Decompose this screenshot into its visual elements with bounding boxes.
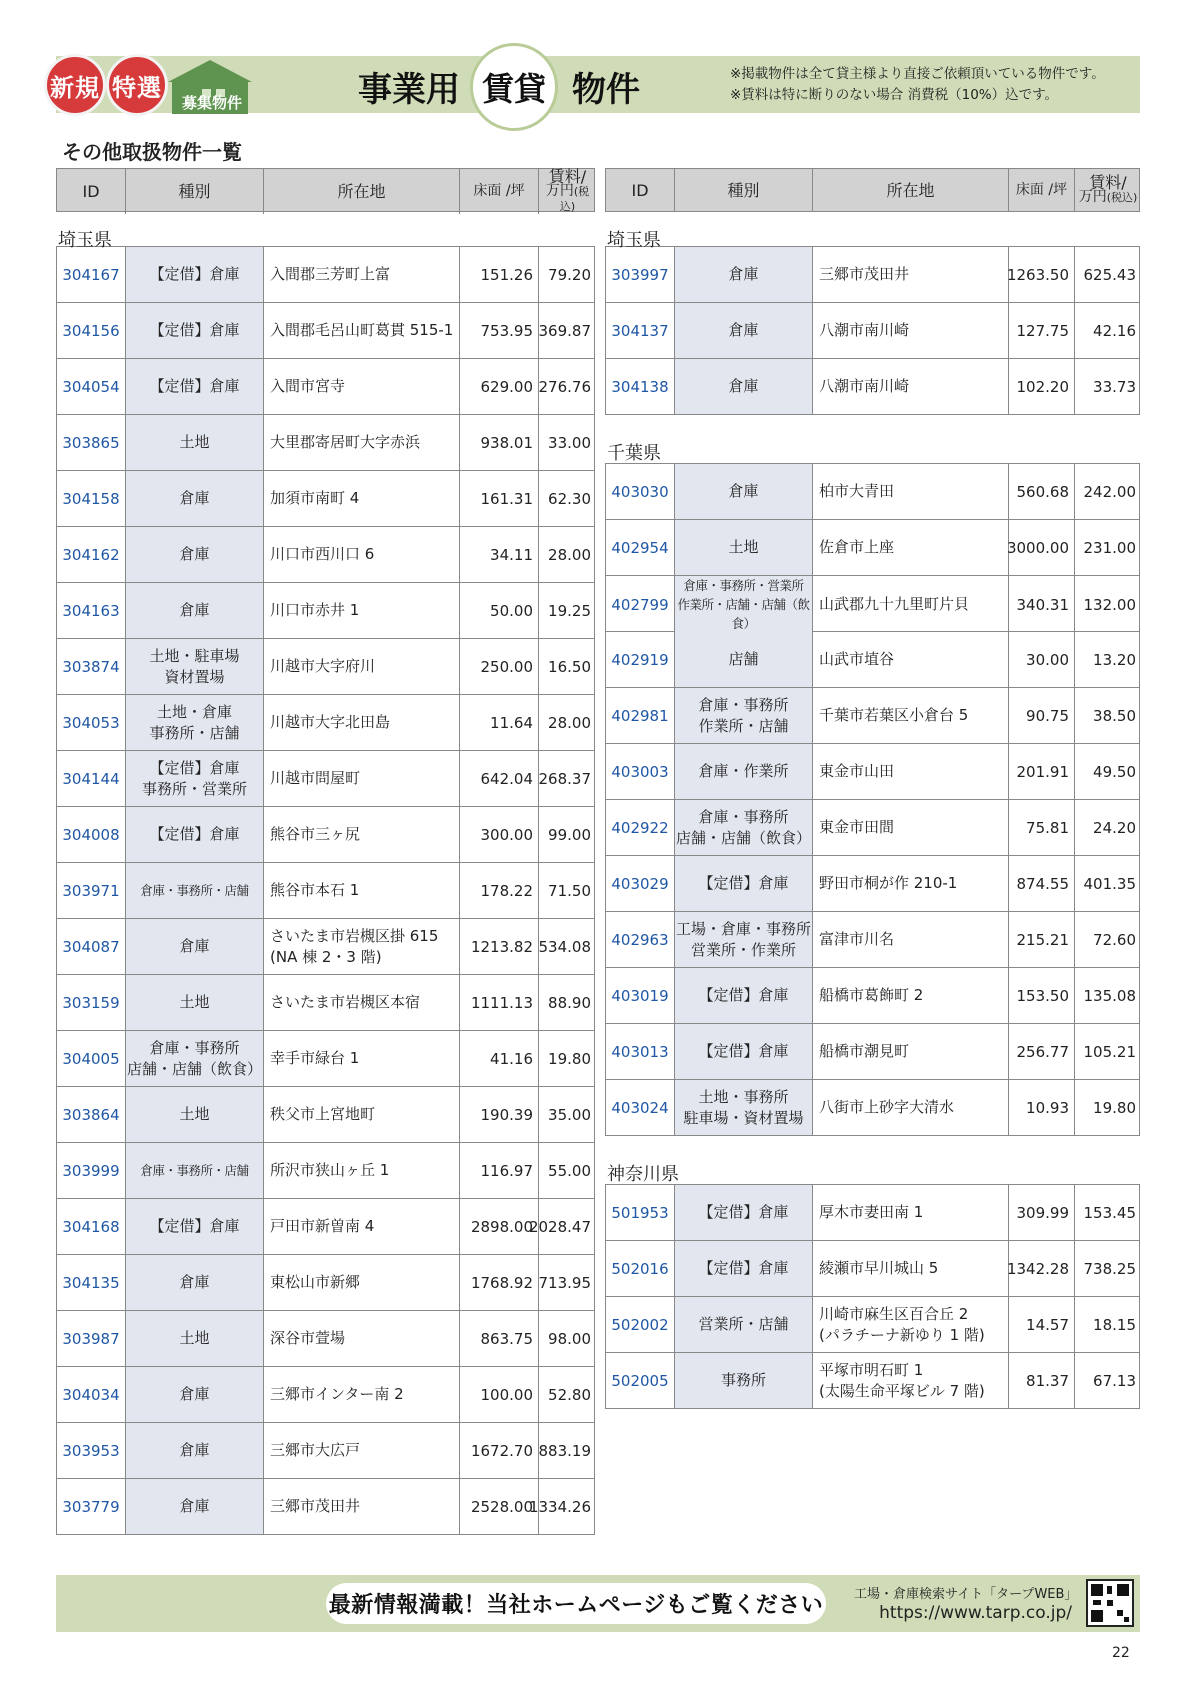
- footer-site-name: 工場・倉庫検索サイト「タープWEB」: [854, 1587, 1078, 1602]
- table-row[interactable]: [57, 303, 594, 359]
- property-address: 平塚市明石町 1 (太陽生命平塚ビル 7 階): [812, 1353, 1008, 1408]
- property-id-link[interactable]: 403019: [611, 986, 669, 1005]
- property-type: 土地: [125, 975, 263, 1030]
- table-row[interactable]: [57, 1423, 594, 1479]
- table-row[interactable]: [57, 527, 594, 583]
- property-type: 倉庫: [674, 247, 812, 302]
- property-id-link[interactable]: 403029: [611, 874, 669, 893]
- property-address: 所沢市狭山ヶ丘 1: [263, 1143, 459, 1198]
- table-row[interactable]: [606, 247, 1139, 303]
- header-address: 所在地: [263, 169, 459, 214]
- property-id-link[interactable]: 402922: [611, 818, 669, 837]
- property-id-link[interactable]: 303874: [62, 657, 120, 676]
- table-row[interactable]: [57, 695, 594, 751]
- property-type: 倉庫・作業所: [674, 744, 812, 799]
- property-rent: 19.80: [538, 1031, 596, 1086]
- property-area: 30.00: [1008, 632, 1074, 687]
- property-id-link[interactable]: 304034: [62, 1385, 120, 1404]
- property-id-link[interactable]: 403024: [611, 1098, 669, 1117]
- table-row[interactable]: [57, 471, 594, 527]
- property-address: 大里郡寄居町大字赤浜: [263, 415, 459, 470]
- property-address: 入間郡毛呂山町葛貫 515-1: [263, 303, 459, 358]
- table-row[interactable]: [606, 968, 1139, 1024]
- property-area: 1213.82: [459, 919, 538, 974]
- table-body: [56, 246, 595, 1535]
- property-type: 土地: [125, 415, 263, 470]
- table-right: [605, 168, 1140, 1409]
- property-address: 三郷市茂田井: [263, 1479, 459, 1534]
- property-area: 938.01: [459, 415, 538, 470]
- property-address: さいたま市岩槻区本宿: [263, 975, 459, 1030]
- header-address: 所在地: [812, 169, 1008, 211]
- property-rent: 24.20: [1074, 800, 1141, 855]
- table-row[interactable]: [606, 520, 1139, 576]
- header-rent-line2: 万円(税込): [545, 183, 590, 213]
- property-id-link[interactable]: 402981: [611, 706, 669, 725]
- property-type: 倉庫: [125, 1479, 263, 1534]
- prefecture-label: 神奈川県: [607, 1164, 679, 1185]
- prefecture-label: 埼玉県: [607, 230, 661, 251]
- property-area: 41.16: [459, 1031, 538, 1086]
- table-header: [605, 168, 1140, 212]
- property-address: 深谷市萱場: [263, 1311, 459, 1366]
- property-address: 富津市川名: [812, 912, 1008, 967]
- note-2: ※賃料は特に断りのない場合 消費税（10%）込です。: [730, 87, 1059, 103]
- property-area: 201.91: [1008, 744, 1074, 799]
- property-area: 1672.70: [459, 1423, 538, 1478]
- qr-code-icon[interactable]: [1086, 1579, 1134, 1627]
- property-id-link[interactable]: 303865: [62, 433, 120, 452]
- property-area: 215.21: [1008, 912, 1074, 967]
- table-row[interactable]: [57, 415, 594, 471]
- property-area: 190.39: [459, 1087, 538, 1142]
- property-type: 土地・事務所 駐車場・資材置場: [674, 1080, 812, 1135]
- property-id-link[interactable]: 304162: [62, 545, 120, 564]
- property-rent: 49.50: [1074, 744, 1141, 799]
- property-id-link[interactable]: 303864: [62, 1105, 120, 1124]
- property-id-link[interactable]: 402919: [611, 650, 669, 669]
- property-type: 土地: [674, 520, 812, 575]
- property-id-link[interactable]: 304137: [611, 321, 669, 340]
- header-id: ID: [631, 180, 649, 200]
- table-row[interactable]: [606, 1024, 1139, 1080]
- header-id: ID: [82, 182, 100, 201]
- property-id-link[interactable]: 303971: [62, 881, 120, 900]
- property-address: 厚木市妻田南 1: [812, 1185, 1008, 1240]
- property-id-link[interactable]: 304087: [62, 937, 120, 956]
- property-type: 倉庫: [125, 1255, 263, 1310]
- property-address: 戸田市新曽南 4: [263, 1199, 459, 1254]
- property-rent: 883.19: [538, 1423, 596, 1478]
- property-type: 倉庫・事務所・店舗: [125, 1143, 263, 1198]
- header-notes: [730, 64, 1105, 106]
- page-title-left: 事業用: [358, 70, 460, 110]
- property-type: 【定借】倉庫: [674, 968, 812, 1023]
- property-address: 入間市宮寺: [263, 359, 459, 414]
- property-address: 秩父市上宮地町: [263, 1087, 459, 1142]
- house-label: 募集物件: [181, 94, 242, 112]
- property-type: 倉庫: [125, 919, 263, 974]
- property-area: 34.11: [459, 527, 538, 582]
- header-type: 種別: [125, 169, 263, 214]
- property-type: 倉庫: [125, 1423, 263, 1478]
- property-type: 倉庫・事務所 作業所・店舗: [674, 688, 812, 743]
- property-address: 東金市田間: [812, 800, 1008, 855]
- badge-special: 特選: [106, 54, 168, 116]
- property-address: 千葉市若葉区小倉台 5: [812, 688, 1008, 743]
- property-type: 倉庫: [674, 464, 812, 519]
- property-id-link[interactable]: 403013: [611, 1042, 669, 1061]
- property-id-link[interactable]: 501953: [611, 1203, 669, 1222]
- property-rent: 19.25: [538, 583, 596, 638]
- property-rent: 28.00: [538, 695, 596, 750]
- table-row[interactable]: [57, 359, 594, 415]
- property-address: 八潮市南川崎: [812, 303, 1008, 358]
- header-area: 床面 /坪: [1008, 169, 1074, 211]
- property-type: 倉庫・事務所・営業所 作業所・店舗・店舗（飲食）: [674, 576, 812, 633]
- table-row[interactable]: [57, 1087, 594, 1143]
- badge-new: 新規: [44, 54, 106, 116]
- property-id-link[interactable]: 403003: [611, 762, 669, 781]
- property-rent: 105.21: [1074, 1024, 1141, 1079]
- property-address: 川崎市麻生区百合丘 2 (パラチーナ新ゆり 1 階): [812, 1297, 1008, 1352]
- property-rent: 242.00: [1074, 464, 1141, 519]
- property-rent: 268.37: [538, 751, 596, 806]
- property-address: 三郷市大広戸: [263, 1423, 459, 1478]
- property-rent: 16.50: [538, 639, 596, 694]
- property-rent: 28.00: [538, 527, 596, 582]
- property-id-link[interactable]: 304158: [62, 489, 120, 508]
- property-address: 川口市西川口 6: [263, 527, 459, 582]
- property-area: 116.97: [459, 1143, 538, 1198]
- note-1: ※掲載物件は全て貸主様より直接ご依頼頂いている物件です。: [730, 66, 1105, 82]
- property-rent: 13.20: [1074, 632, 1141, 687]
- property-id-link[interactable]: 303953: [62, 1441, 120, 1460]
- property-area: 2898.00: [459, 1199, 538, 1254]
- property-type: 【定借】倉庫: [125, 359, 263, 414]
- property-area: 300.00: [459, 807, 538, 862]
- property-rent: 72.60: [1074, 912, 1141, 967]
- property-rent: 18.15: [1074, 1297, 1141, 1352]
- property-id-link[interactable]: 303779: [62, 1497, 120, 1516]
- property-rent: 713.95: [538, 1255, 596, 1310]
- property-address: 三郷市インター南 2: [263, 1367, 459, 1422]
- header-rent: [538, 169, 596, 214]
- property-id-link[interactable]: 303997: [611, 265, 669, 284]
- property-rent: 99.00: [538, 807, 596, 862]
- property-rent: 98.00: [538, 1311, 596, 1366]
- table-row[interactable]: [57, 1255, 594, 1311]
- property-rent: 38.50: [1074, 688, 1141, 743]
- property-rent: 2028.47: [538, 1199, 596, 1254]
- property-rent: 55.00: [538, 1143, 596, 1198]
- property-type: 土地・駐車場 資材置場: [125, 639, 263, 694]
- table-row[interactable]: [606, 912, 1139, 968]
- property-address: 川越市問屋町: [263, 751, 459, 806]
- page-title-right: 物件: [572, 70, 640, 110]
- property-address: 入間郡三芳町上富: [263, 247, 459, 302]
- property-id-link[interactable]: 304008: [62, 825, 120, 844]
- header-rent-line1: 賃料/: [1089, 173, 1127, 192]
- property-address: 熊谷市三ヶ尻: [263, 807, 459, 862]
- property-id-link[interactable]: 304163: [62, 601, 120, 620]
- property-rent: 42.16: [1074, 303, 1141, 358]
- table-row[interactable]: [606, 576, 1139, 632]
- header-rent: [1074, 169, 1141, 211]
- table-header: [56, 168, 595, 212]
- property-type: 【定借】倉庫: [674, 856, 812, 911]
- property-area: 250.00: [459, 639, 538, 694]
- table-row[interactable]: [606, 464, 1139, 520]
- property-type: 倉庫: [125, 583, 263, 638]
- property-rent: 369.87: [538, 303, 596, 358]
- property-area: 2528.00: [459, 1479, 538, 1534]
- property-type: 倉庫: [674, 359, 812, 414]
- table-row[interactable]: [57, 975, 594, 1031]
- property-rent: 19.80: [1074, 1080, 1141, 1135]
- property-area: 309.99: [1008, 1185, 1074, 1240]
- property-type: 倉庫・事務所 店舗・店舗（飲食）: [674, 800, 812, 855]
- footer-message: 最新情報満載！当社ホームページもご覧ください: [326, 1583, 826, 1624]
- property-address: 川口市赤井 1: [263, 583, 459, 638]
- property-id-link[interactable]: 304144: [62, 769, 120, 788]
- property-id-link[interactable]: 303999: [62, 1161, 120, 1180]
- property-address: 幸手市緑台 1: [263, 1031, 459, 1086]
- table-row[interactable]: [57, 639, 594, 695]
- table-body: [605, 463, 1140, 1136]
- property-id-link[interactable]: 502002: [611, 1315, 669, 1334]
- property-rent: 79.20: [538, 247, 596, 302]
- header-rent-line1: 賃料/: [548, 167, 587, 186]
- property-area: 127.75: [1008, 303, 1074, 358]
- prefecture-label: 千葉県: [607, 443, 661, 464]
- property-rent: 132.00: [1074, 576, 1141, 633]
- property-type: 営業所・店舗: [674, 1297, 812, 1352]
- table-body: [605, 1184, 1140, 1409]
- property-type: 土地: [125, 1311, 263, 1366]
- property-type: 倉庫: [125, 471, 263, 526]
- table-row[interactable]: [606, 1241, 1139, 1297]
- property-type: 倉庫: [674, 303, 812, 358]
- table-row[interactable]: [606, 1080, 1139, 1136]
- property-area: 1263.50: [1008, 247, 1074, 302]
- property-id-link[interactable]: 402799: [611, 595, 669, 614]
- property-type: 【定借】倉庫 事務所・営業所: [125, 751, 263, 806]
- property-type: 【定借】倉庫: [674, 1185, 812, 1240]
- property-type: 【定借】倉庫: [674, 1241, 812, 1296]
- property-address: 東金市山田: [812, 744, 1008, 799]
- property-type: 【定借】倉庫: [125, 247, 263, 302]
- table-row[interactable]: [57, 247, 594, 303]
- table-row[interactable]: [57, 1031, 594, 1087]
- property-area: 1768.92: [459, 1255, 538, 1310]
- property-rent: 231.00: [1074, 520, 1141, 575]
- property-id-link[interactable]: 304054: [62, 377, 120, 396]
- property-address: 加須市南町 4: [263, 471, 459, 526]
- page-number: 22: [1112, 1645, 1130, 1661]
- property-id-link[interactable]: 304168: [62, 1217, 120, 1236]
- footer-url-link[interactable]: https://www.tarp.co.jp/: [879, 1603, 1072, 1623]
- table-row[interactable]: [606, 632, 1139, 688]
- property-area: 10.93: [1008, 1080, 1074, 1135]
- property-address: 川越市大字北田島: [263, 695, 459, 750]
- property-type: 店舗: [674, 632, 812, 687]
- property-type: 土地・倉庫 事務所・店舗: [125, 695, 263, 750]
- property-type: 【定借】倉庫: [125, 303, 263, 358]
- property-area: 256.77: [1008, 1024, 1074, 1079]
- property-area: 14.57: [1008, 1297, 1074, 1352]
- table-row[interactable]: [606, 856, 1139, 912]
- property-type: 【定借】倉庫: [125, 807, 263, 862]
- property-area: 102.20: [1008, 359, 1074, 414]
- table-row[interactable]: [606, 744, 1139, 800]
- property-type: 事務所: [674, 1353, 812, 1408]
- table-row[interactable]: [57, 1479, 594, 1535]
- property-area: 753.95: [459, 303, 538, 358]
- table-row[interactable]: [606, 800, 1139, 856]
- table-row[interactable]: [606, 359, 1139, 415]
- property-id-link[interactable]: 502005: [611, 1371, 669, 1390]
- property-address: 綾瀬市早川城山 5: [812, 1241, 1008, 1296]
- property-area: 1111.13: [459, 975, 538, 1030]
- property-rent: 67.13: [1074, 1353, 1141, 1408]
- property-rent: 35.00: [538, 1087, 596, 1142]
- property-area: 90.75: [1008, 688, 1074, 743]
- property-type: 倉庫: [125, 527, 263, 582]
- property-area: 81.37: [1008, 1353, 1074, 1408]
- property-rent: 738.25: [1074, 1241, 1141, 1296]
- table-row[interactable]: [606, 1185, 1139, 1241]
- table-row[interactable]: [606, 303, 1139, 359]
- table-row[interactable]: [57, 751, 594, 807]
- table-row[interactable]: [606, 1353, 1139, 1409]
- property-id-link[interactable]: 403030: [611, 482, 669, 501]
- property-type: 倉庫・事務所 店舗・店舗（飲食）: [125, 1031, 263, 1086]
- property-type: 倉庫・事務所・店舗: [125, 863, 263, 918]
- table-row[interactable]: [57, 1143, 594, 1199]
- property-rent: 401.35: [1074, 856, 1141, 911]
- property-area: 75.81: [1008, 800, 1074, 855]
- property-address: 八街市上砂字大清水: [812, 1080, 1008, 1135]
- property-rent: 625.43: [1074, 247, 1141, 302]
- property-area: 153.50: [1008, 968, 1074, 1023]
- property-rent: 88.90: [538, 975, 596, 1030]
- property-id-link[interactable]: 304005: [62, 1049, 120, 1068]
- table-row[interactable]: [57, 807, 594, 863]
- property-type: 倉庫: [125, 1367, 263, 1422]
- table-right-groups: [605, 212, 1140, 1409]
- table-row[interactable]: [57, 1311, 594, 1367]
- property-address: 野田市桐が作 210-1: [812, 856, 1008, 911]
- property-rent: 33.00: [538, 415, 596, 470]
- property-type: 土地: [125, 1087, 263, 1142]
- property-address: さいたま市岩槻区掛 615 (NA 棟 2・3 階): [263, 919, 459, 974]
- property-area: 161.31: [459, 471, 538, 526]
- property-address: 八潮市南川崎: [812, 359, 1008, 414]
- table-row[interactable]: [57, 583, 594, 639]
- property-rent: 534.08: [538, 919, 596, 974]
- property-rent: 52.80: [538, 1367, 596, 1422]
- property-type: 工場・倉庫・事務所 営業所・作業所: [674, 912, 812, 967]
- property-area: 100.00: [459, 1367, 538, 1422]
- property-area: 50.00: [459, 583, 538, 638]
- property-address: 三郷市茂田井: [812, 247, 1008, 302]
- property-area: 874.55: [1008, 856, 1074, 911]
- property-area: 863.75: [459, 1311, 538, 1366]
- property-address: 東松山市新郷: [263, 1255, 459, 1310]
- property-address: 船橋市潮見町: [812, 1024, 1008, 1079]
- property-address: 柏市大青田: [812, 464, 1008, 519]
- table-row[interactable]: [57, 1367, 594, 1423]
- table-row[interactable]: [57, 919, 594, 975]
- property-rent: 153.45: [1074, 1185, 1141, 1240]
- table-row[interactable]: [57, 863, 594, 919]
- property-id-link[interactable]: 304167: [62, 265, 120, 284]
- property-address: 熊谷市本石 1: [263, 863, 459, 918]
- property-area: 642.04: [459, 751, 538, 806]
- prefecture-label: 埼玉県: [58, 230, 112, 251]
- property-id-link[interactable]: 303987: [62, 1329, 120, 1348]
- property-id-link[interactable]: 402954: [611, 538, 669, 557]
- section-title: その他取扱物件一覧: [62, 140, 242, 164]
- header-area: 床面 /坪: [459, 169, 538, 214]
- property-id-link[interactable]: 303159: [62, 993, 120, 1012]
- page-title-circle: 賃貸: [470, 43, 558, 131]
- property-rent: 62.30: [538, 471, 596, 526]
- header-type: 種別: [674, 169, 812, 211]
- property-rent: 33.73: [1074, 359, 1141, 414]
- property-rent: 1334.26: [538, 1479, 596, 1534]
- property-area: 340.31: [1008, 576, 1074, 633]
- property-address: 佐倉市上座: [812, 520, 1008, 575]
- property-area: 178.22: [459, 863, 538, 918]
- property-area: 151.26: [459, 247, 538, 302]
- property-rent: 135.08: [1074, 968, 1141, 1023]
- property-area: 3000.00: [1008, 520, 1074, 575]
- property-rent: 276.76: [538, 359, 596, 414]
- table-row[interactable]: [606, 1297, 1139, 1353]
- property-id-link[interactable]: 304053: [62, 713, 120, 732]
- property-id-link[interactable]: 304138: [611, 377, 669, 396]
- table-left: [56, 168, 595, 1535]
- property-address: 川越市大字府川: [263, 639, 459, 694]
- property-id-link[interactable]: 402963: [611, 930, 669, 949]
- property-address: 山武郡九十九里町片貝: [812, 576, 1008, 633]
- property-id-link[interactable]: 502016: [611, 1259, 669, 1278]
- property-id-link[interactable]: 304135: [62, 1273, 120, 1292]
- property-type: 【定借】倉庫: [674, 1024, 812, 1079]
- property-area: 11.64: [459, 695, 538, 750]
- property-area: 1342.28: [1008, 1241, 1074, 1296]
- table-row[interactable]: [606, 688, 1139, 744]
- property-address: 山武市埴谷: [812, 632, 1008, 687]
- property-rent: 71.50: [538, 863, 596, 918]
- table-row[interactable]: [57, 1199, 594, 1255]
- table-body: [605, 246, 1140, 415]
- property-area: 629.00: [459, 359, 538, 414]
- header-rent-line2: 万円(税込): [1078, 189, 1138, 205]
- property-address: 船橋市葛飾町 2: [812, 968, 1008, 1023]
- property-area: 560.68: [1008, 464, 1074, 519]
- property-type: 【定借】倉庫: [125, 1199, 263, 1254]
- property-id-link[interactable]: 304156: [62, 321, 120, 340]
